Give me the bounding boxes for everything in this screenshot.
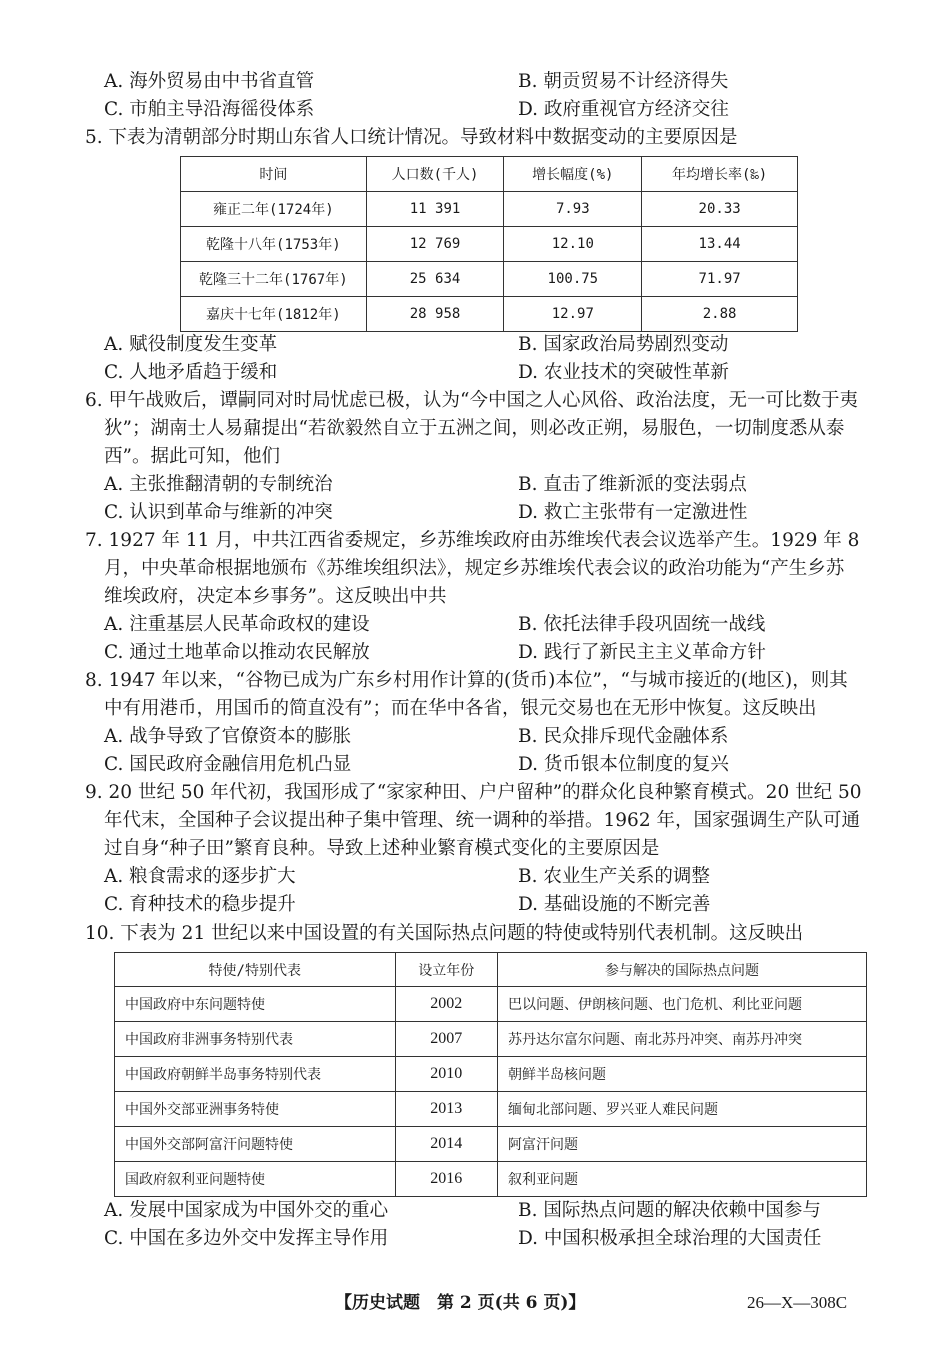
table-cell: 12.97: [504, 297, 642, 332]
q9-text-line: 9. 20 世纪 50 年代初，我国形成了“家家种田、户户留种”的群众化良种繁育模式。20 世纪 50: [85, 782, 862, 803]
q9-option-b: B. 农业生产关系的调整: [518, 866, 710, 887]
q9-option-d: D. 基础设施的不断完善: [518, 894, 711, 915]
q5-option-d: D. 农业技术的突破性革新: [518, 362, 729, 383]
q6-option-c: C. 认识到革命与维新的冲突: [104, 502, 333, 523]
table-cell: 13.44: [642, 227, 798, 262]
page-footer-title: 【历史试题 第 2 页(共 6 页)】: [335, 1293, 586, 1313]
table-cell: 2007: [395, 1022, 498, 1057]
table-header-cell: 时间: [181, 157, 367, 192]
table-cell: 2016: [395, 1162, 498, 1197]
q5-stem: 5. 下表为清朝部分时期山东省人口统计情况。导致材料中数据变动的主要原因是: [85, 127, 738, 148]
q4-option-d: D. 政府重视官方经济交往: [518, 99, 729, 120]
table-cell: 中国政府中东问题特使: [115, 987, 396, 1022]
q5-population-table: [180, 156, 798, 332]
q9-text-line: 年代末，全国种子会议提出种子集中管理、统一调种的举措。1962 年，国家强调生产队可通: [104, 810, 860, 831]
table-cell: 中国政府非洲事务特别代表: [115, 1022, 396, 1057]
table-header-row: [115, 953, 867, 987]
q4-option-c: C. 市舶主导沿海徭役体系: [104, 99, 315, 120]
q7-option-b: B. 依托法律手段巩固统一战线: [518, 614, 766, 635]
table-row: [115, 1022, 867, 1057]
table-row: [181, 227, 798, 262]
q4-option-b: B. 朝贡贸易不计经济得失: [518, 71, 729, 92]
q7-option-a: A. 注重基层人民革命政权的建设: [104, 614, 370, 635]
q6-text-line: 西”。据此可知，他们: [104, 446, 280, 467]
table-header-cell: 设立年份: [395, 953, 498, 987]
q10-option-d: D. 中国积极承担全球治理的大国责任: [518, 1228, 822, 1249]
table-row: [115, 1057, 867, 1092]
table-header-row: [181, 157, 798, 192]
table-header-cell: 参与解决的国际热点问题: [498, 953, 867, 987]
table-row: [115, 987, 867, 1022]
table-cell: 12.10: [504, 227, 642, 262]
table-cell: 中国外交部亚洲事务特使: [115, 1092, 396, 1127]
table-cell: 嘉庆十七年(1812年): [181, 297, 367, 332]
q6-text-line: 狄”；湖南士人易鼐提出“若欲毅然自立于五洲之间，则必改正朔，易服色，一切制度悉从泰: [104, 418, 845, 439]
table-cell: 中国外交部阿富汗问题特使: [115, 1127, 396, 1162]
table-cell: 71.97: [642, 262, 798, 297]
table-cell: 7.93: [504, 192, 642, 227]
table-row: [181, 192, 798, 227]
q10-envoy-table: [114, 952, 867, 1197]
table-row: [181, 262, 798, 297]
q6-option-a: A. 主张推翻清朝的专制统治: [104, 474, 333, 495]
q9-text-line: 过自身“种子田”繁育良种。导致上述种业繁育模式变化的主要原因是: [104, 838, 660, 859]
q6-option-b: B. 直击了维新派的变法弱点: [518, 474, 747, 495]
table-cell: 雍正二年(1724年): [181, 192, 367, 227]
q10-option-b: B. 国际热点问题的解决依赖中国参与: [518, 1200, 821, 1221]
q8-text-line: 8. 1947 年以来，“谷物已成为广东乡村用作计算的(货币)本位”，“与城市接近的(地区)，则其: [85, 670, 848, 691]
q7-option-d: D. 践行了新民主主义革命方针: [518, 642, 766, 663]
q6-option-d: D. 救亡主张带有一定激进性: [518, 502, 748, 523]
q4-option-a: A. 海外贸易由中书省直管: [104, 71, 315, 92]
q8-option-a: A. 战争导致了官僚资本的膨胀: [104, 726, 352, 747]
table-header-cell: 年均增长率(‰): [642, 157, 798, 192]
q6-text-line: 6. 甲午战败后，谭嗣同对时局忧虑已极，认为“今中国之人心风俗、政治法度，无一可比数于夷: [85, 390, 858, 411]
table-row: [115, 1127, 867, 1162]
table-cell: 2010: [395, 1057, 498, 1092]
q8-option-d: D. 货币银本位制度的复兴: [518, 754, 729, 775]
q7-option-c: C. 通过土地革命以推动农民解放: [104, 642, 370, 663]
page-footer-code: 26—X—308C: [747, 1293, 848, 1312]
q5-option-a: A. 赋役制度发生变革: [104, 334, 278, 355]
q8-text-line: 中有用港币，用国币的简直没有”；而在华中各省，银元交易也在无形中恢复。这反映出: [104, 698, 817, 719]
q9-option-a: A. 粮食需求的逐步扩大: [104, 866, 296, 887]
q7-text-line: 7. 1927 年 11 月，中共江西省委规定，乡苏维埃政府由苏维埃代表会议选举产生。1929 年 8: [85, 530, 860, 551]
q5-option-b: B. 国家政治局势剧烈变动: [518, 334, 729, 355]
table-cell: 国政府叙利亚问题特使: [115, 1162, 396, 1197]
table-cell: 2.88: [642, 297, 798, 332]
table-cell: 苏丹达尔富尔问题、南北苏丹冲突、南苏丹冲突: [498, 1022, 867, 1057]
table-row: [181, 297, 798, 332]
table-cell: 100.75: [504, 262, 642, 297]
table-cell: 缅甸北部问题、罗兴亚人难民问题: [498, 1092, 867, 1127]
table-cell: 2002: [395, 987, 498, 1022]
table-header-cell: 特使/特别代表: [115, 953, 396, 987]
q10-option-c: C. 中国在多边外交中发挥主导作用: [104, 1228, 389, 1249]
q7-text-line: 维埃政府，决定本乡事务”。这反映出中共: [104, 586, 447, 607]
q7-text-line: 月，中央革命根据地颁布《苏维埃组织法》，规定乡苏维埃代表会议的政治功能为“产生乡苏: [104, 558, 845, 579]
table-cell: 11 391: [366, 192, 504, 227]
table-cell: 中国政府朝鲜半岛事务特别代表: [115, 1057, 396, 1092]
table-cell: 25 634: [366, 262, 504, 297]
table-row: [115, 1092, 867, 1127]
table-cell: 乾隆三十二年(1767年): [181, 262, 367, 297]
q10-stem: 10. 下表为 21 世纪以来中国设置的有关国际热点问题的特使或特别代表机制。这反映出: [85, 923, 804, 944]
table-cell: 乾隆十八年(1753年): [181, 227, 367, 262]
table-cell: 阿富汗问题: [498, 1127, 867, 1162]
q9-option-c: C. 育种技术的稳步提升: [104, 894, 296, 915]
table-cell: 巴以问题、伊朗核问题、也门危机、利比亚问题: [498, 987, 867, 1022]
table-cell: 28 958: [366, 297, 504, 332]
q8-option-c: C. 国民政府金融信用危机凸显: [104, 754, 352, 775]
table-header-cell: 增长幅度(%): [504, 157, 642, 192]
table-cell: 2014: [395, 1127, 498, 1162]
table-header-cell: 人口数(千人): [366, 157, 504, 192]
table-cell: 12 769: [366, 227, 504, 262]
q8-option-b: B. 民众排斥现代金融体系: [518, 726, 729, 747]
table-cell: 2013: [395, 1092, 498, 1127]
table-row: [115, 1162, 867, 1197]
q10-option-a: A. 发展中国家成为中国外交的重心: [104, 1200, 389, 1221]
table-cell: 叙利亚问题: [498, 1162, 867, 1197]
table-cell: 朝鲜半岛核问题: [498, 1057, 867, 1092]
q5-option-c: C. 人地矛盾趋于缓和: [104, 362, 278, 383]
table-cell: 20.33: [642, 192, 798, 227]
